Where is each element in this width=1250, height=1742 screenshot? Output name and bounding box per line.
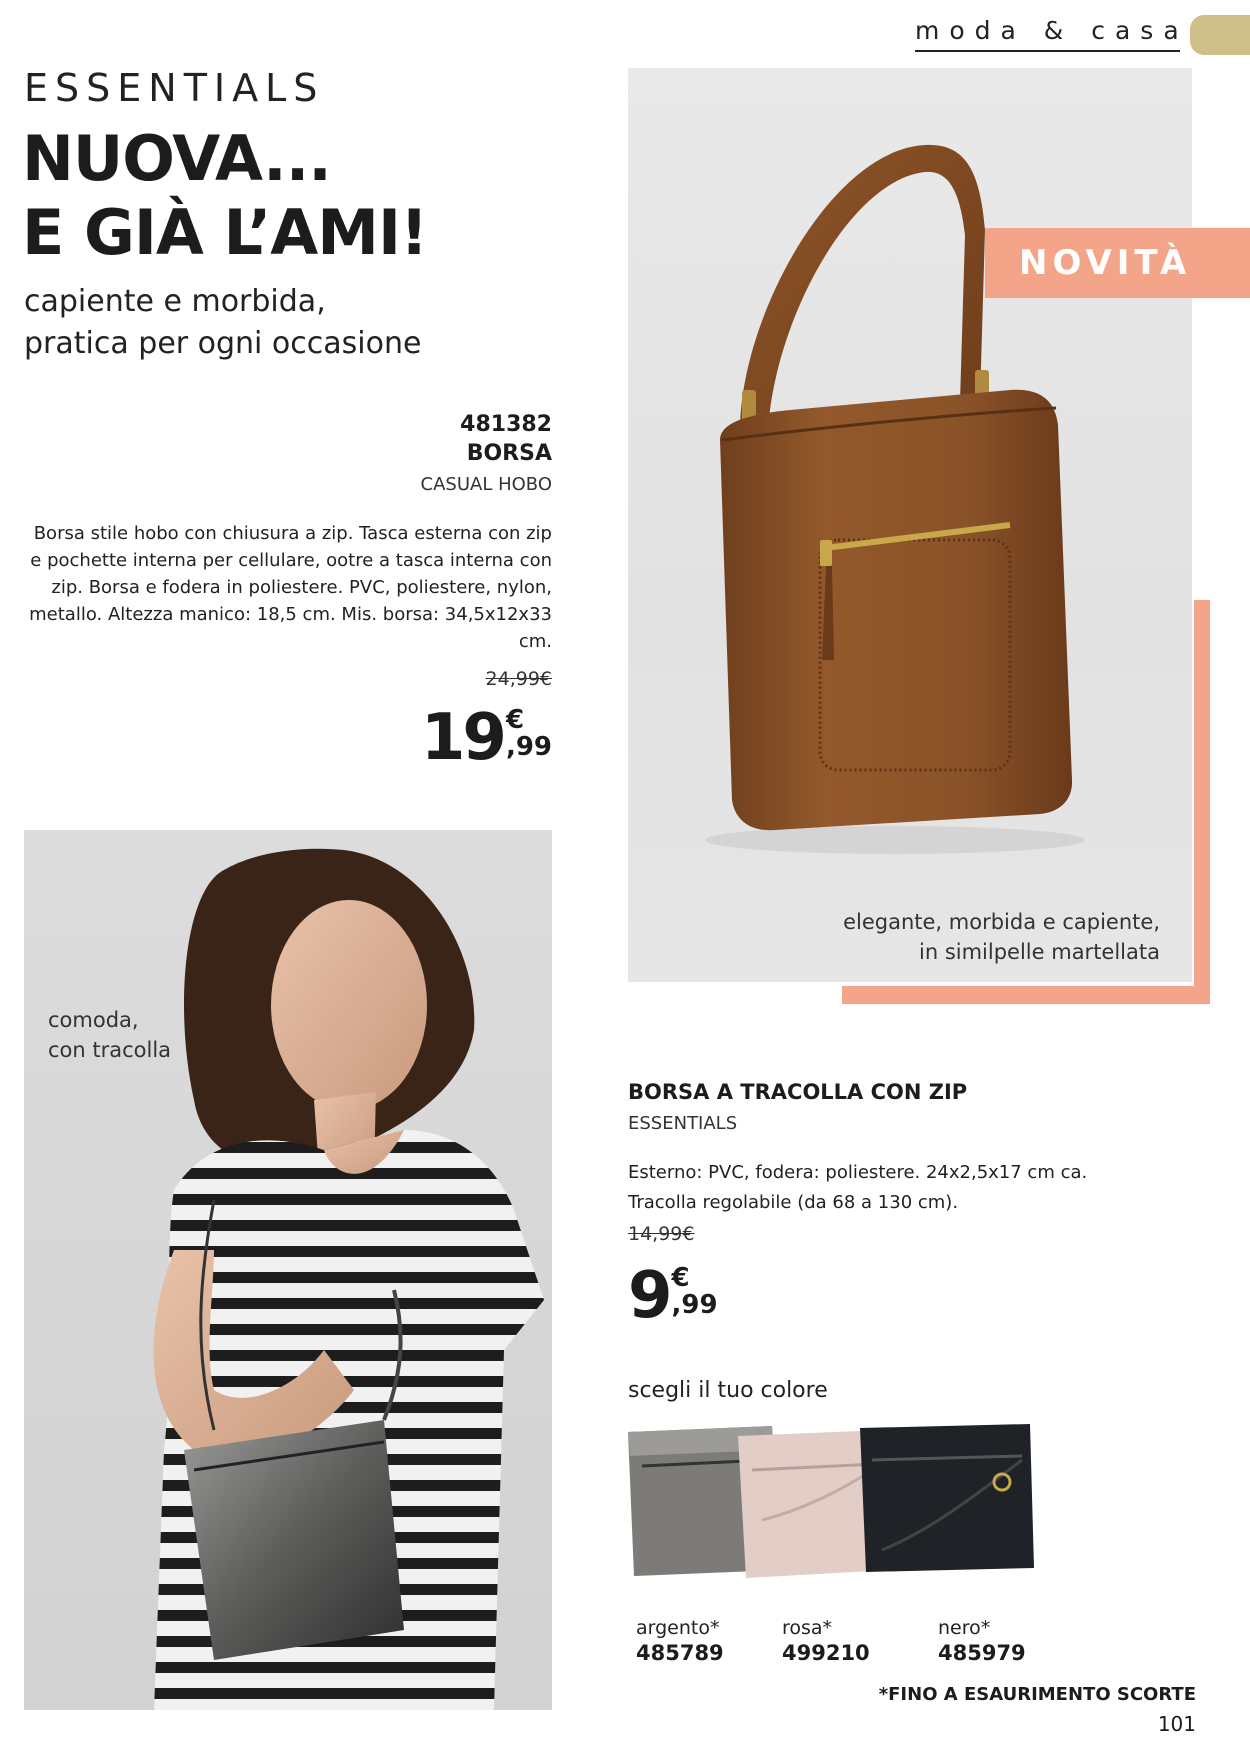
new-badge: NOVITÀ	[985, 228, 1250, 298]
model-caption-line-2: con tracolla	[48, 1038, 172, 1062]
variant-label-black: nero*	[938, 1617, 991, 1639]
product-description-line-1: Esterno: PVC, fodera: poliestere. 24x2,5x17 cm ca.	[628, 1162, 1088, 1183]
color-prompt: scegli il tuo colore	[628, 1378, 828, 1403]
page-number: 101	[1157, 1712, 1196, 1736]
model-photo	[24, 830, 552, 1710]
hero-caption-line-2: in similpelle martellata	[919, 940, 1160, 964]
price-decimals: ,99	[505, 732, 552, 762]
model-illustration	[24, 830, 552, 1710]
accent-bar-vertical	[1194, 600, 1210, 1004]
product-name: BORSA	[466, 441, 552, 466]
section-label: moda & casa	[915, 16, 1189, 45]
product-code: 481382	[460, 412, 552, 437]
section-tab-marker	[1190, 15, 1250, 55]
subheadline-line-2: pratica per ogni occasione	[24, 326, 422, 361]
variant-code-pink: 499210	[782, 1641, 870, 1665]
headline-line-1: NUOVA...	[22, 122, 331, 195]
price-currency: €	[671, 1263, 690, 1293]
section-underline	[915, 50, 1180, 52]
variant-code-black: 485979	[938, 1641, 1026, 1665]
price-decimals: ,99	[671, 1290, 718, 1320]
accent-bar-horizontal	[842, 986, 1210, 1004]
price-integer: 9	[628, 1259, 670, 1333]
product-subtitle: CASUAL HOBO	[420, 474, 552, 495]
variant-code-silver: 485789	[636, 1641, 724, 1665]
current-price	[420, 701, 552, 775]
current-price	[628, 1259, 718, 1333]
variant-label-silver: argento*	[636, 1617, 720, 1639]
hero-caption-line-1: elegante, morbida e capiente,	[843, 910, 1160, 934]
product-description: Borsa stile hobo con chiusura a zip. Tasca esterna con zip e pochette interna per cellulare, ootre a tasca interna con zip. Borsa e fodera in poliestere. PVC, poliestere, nylon, metallo. Altezza manico: 18,5 cm. Mis. borsa: 34,5x12x33 cm.	[29, 523, 552, 652]
brand-label: ESSENTIALS	[24, 66, 325, 110]
product-subtitle: ESSENTIALS	[628, 1113, 738, 1134]
old-price: 24,99€	[485, 668, 552, 690]
color-variant-images	[622, 1420, 1082, 1600]
headline-line-2: E GIÀ L’AMI!	[22, 196, 428, 269]
variant-label-pink: rosa*	[782, 1617, 833, 1639]
product-description-line-2: Tracolla regolabile (da 68 a 130 cm).	[628, 1192, 959, 1213]
model-caption-line-1: comoda,	[48, 1008, 139, 1032]
price-integer: 19	[420, 701, 504, 775]
subheadline-line-1: capiente e morbida,	[24, 284, 326, 319]
stock-disclaimer: *FINO A ESAURIMENTO SCORTE	[878, 1684, 1196, 1705]
variant-image-black[interactable]	[860, 1424, 1034, 1572]
product-description	[628, 1158, 1188, 1218]
old-price: 14,99€	[628, 1223, 695, 1245]
product-name: BORSA A TRACOLLA CON ZIP	[628, 1080, 968, 1104]
price-currency: €	[505, 705, 525, 735]
